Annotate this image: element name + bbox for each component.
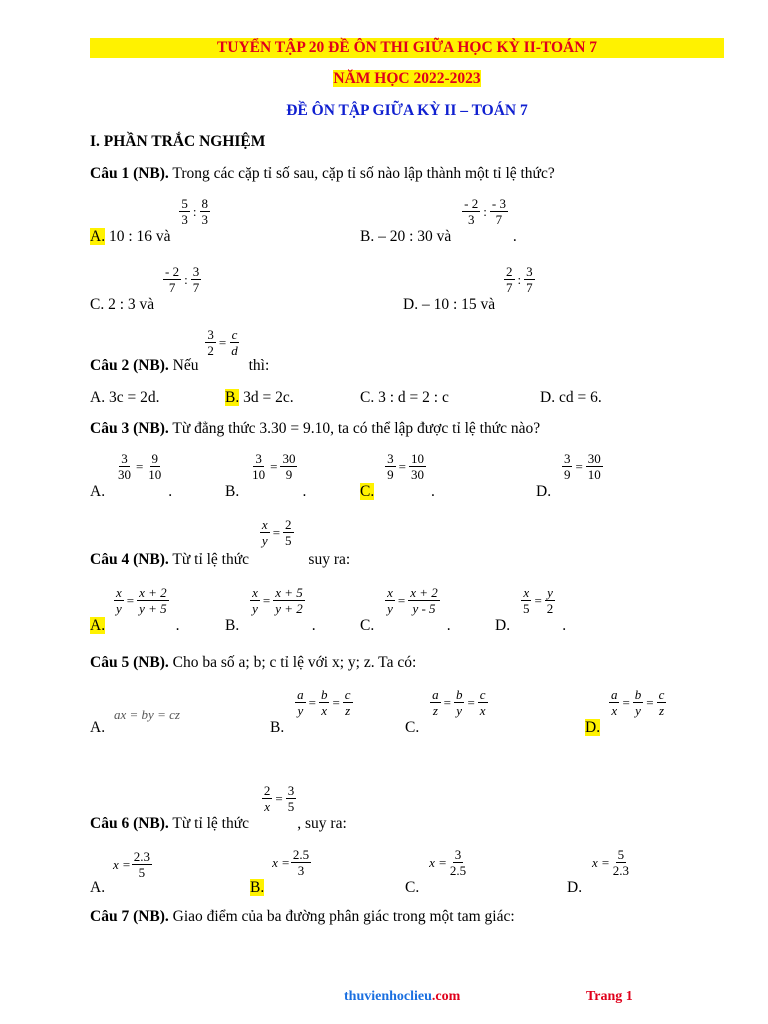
q1-option-b: B. – 20 : 30 và - 2 3 : - 3 7 . — [360, 196, 517, 245]
question-1-label: Câu 1 (NB). — [90, 165, 169, 182]
q6-option-c: C. x = $\frac{3}{2.5}$ — [405, 847, 467, 896]
q6-option-a: A. x = $\frac{2.3}{5}$ — [90, 849, 150, 896]
q1-option-d-text: D. – 10 : 15 và — [403, 296, 496, 313]
q2-option-b: B. 3d = 2c. — [225, 389, 294, 406]
page-number: Trang 1 — [586, 989, 633, 1004]
footer-site-link[interactable]: thuvienhoclieu.com — [344, 989, 461, 1004]
q2-option-d: D. cd = 6. — [540, 389, 602, 406]
q4-option-d: D. $\frac{x}{5}$ = $\frac{y}{2}$ . — [495, 585, 567, 634]
q3-option-c: C. $\frac{3}{9}$ = $\frac{10}{30}$ . — [360, 451, 435, 500]
q4-option-a: A. $\frac{x}{y}$ = $\frac{x + 2}{y + 5}$ . — [90, 585, 180, 634]
q5-option-a-expr: ax = by = cz — [114, 707, 180, 722]
section-heading: I. PHẦN TRẮC NGHIỆM — [90, 133, 266, 150]
q1-option-a-ratio: 5 3 : 8 3 — [181, 196, 209, 227]
exam-title: ĐỀ ÔN TẬP GIỮA KỲ II – TOÁN 7 — [286, 102, 528, 119]
q4-option-c: C. $\frac{x}{y}$ = $\frac{x + 2}{y - 5}$ . — [360, 585, 451, 634]
question-2: Câu 2 (NB). Nếu $\frac{3}{2}$ = $\frac{c}{d}$ thì: — [90, 327, 270, 374]
q1-option-b-ratio: - 2 3 : - 3 7 — [464, 196, 506, 227]
question-5: Câu 5 (NB). Cho ba số a; b; c tỉ lệ với x; y; z. Ta có: — [90, 654, 417, 671]
q2-condition: $\frac{3}{2}$ = $\frac{c}{d}$ — [207, 327, 238, 358]
q5-option-a: A. — [90, 719, 106, 736]
question-2-label: Câu 2 (NB). — [90, 357, 169, 374]
q2-option-c: C. 3 : d = 2 : c — [360, 389, 449, 406]
q2-option-a: A. 3c = 2d. — [90, 389, 160, 406]
q6-option-d: D. x = $\frac{5}{2.3}$ — [567, 847, 629, 896]
q3-option-b: B. $\frac{3}{10}$ = $\frac{30}{9}$ . — [225, 451, 307, 500]
q1-option-a-text: 10 : 16 và — [105, 228, 171, 245]
question-7: Câu 7 (NB). Giao điểm của ba đường phân giác trong một tam giác: — [90, 908, 515, 925]
school-year — [90, 69, 724, 89]
question-3: Câu 3 (NB). Từ đẳng thức 3.30 = 9.10, ta có thể lập được tỉ lệ thức nào? — [90, 420, 541, 437]
school-year-text: NĂM HỌC 2022-2023 — [333, 70, 481, 87]
q3-option-d: D. $\frac{3}{9}$ = $\frac{30}{10}$ — [536, 451, 601, 500]
q1-option-c-ratio: - 2 7 : 3 7 — [165, 264, 200, 295]
q5-option-d: D. $\frac{a}{x}$ = $\frac{b}{y}$ = $\frac{c}{z}$ — [585, 687, 665, 736]
document-title: TUYỂN TẬP 20 ĐỀ ÔN THI GIỮA HỌC KỲ II-TOÁN 7 — [90, 38, 724, 58]
q5-option-c: C. $\frac{a}{z}$ = $\frac{b}{y}$ = $\frac{c}{x}$ — [405, 687, 486, 736]
q4-option-b: B. $\frac{x}{y}$ = $\frac{x + 5}{y + 2}$ . — [225, 585, 316, 634]
q1-option-d — [403, 264, 536, 314]
question-1 — [90, 165, 555, 183]
q1-option-c-text: C. 2 : 3 và — [90, 296, 155, 313]
question-1-text: Trong các cặp tỉ số sau, cặp tỉ số nào lập thành một tỉ lệ thức? — [168, 165, 555, 182]
question-2-text: Nếu — [168, 357, 199, 374]
q1-option-a-letter: A. — [90, 228, 106, 245]
q1-option-a — [90, 196, 211, 246]
question-6: Câu 6 (NB). Từ tỉ lệ thức $\frac{2}{x}$ = $\frac{3}{5}$ , suy ra: — [90, 783, 347, 832]
q6-option-b: B. x = $\frac{2.5}{3}$ — [250, 847, 310, 896]
q1-option-b-text: B. – 20 : 30 và — [360, 228, 452, 245]
q5-option-b: B. $\frac{a}{y}$ = $\frac{b}{x}$ = $\frac{c}{z}$ — [270, 687, 351, 736]
question-4: Câu 4 (NB). Từ tỉ lệ thức $\frac{x}{y}$ = $\frac{2}{5}$ suy ra: — [90, 517, 351, 568]
q1-option-d-ratio: 2 7 : 3 7 — [506, 264, 533, 295]
q1-option-c — [90, 264, 202, 314]
q3-option-a: A. $\frac{3}{30}$ = $\frac{9}{10}$ . — [90, 451, 173, 500]
